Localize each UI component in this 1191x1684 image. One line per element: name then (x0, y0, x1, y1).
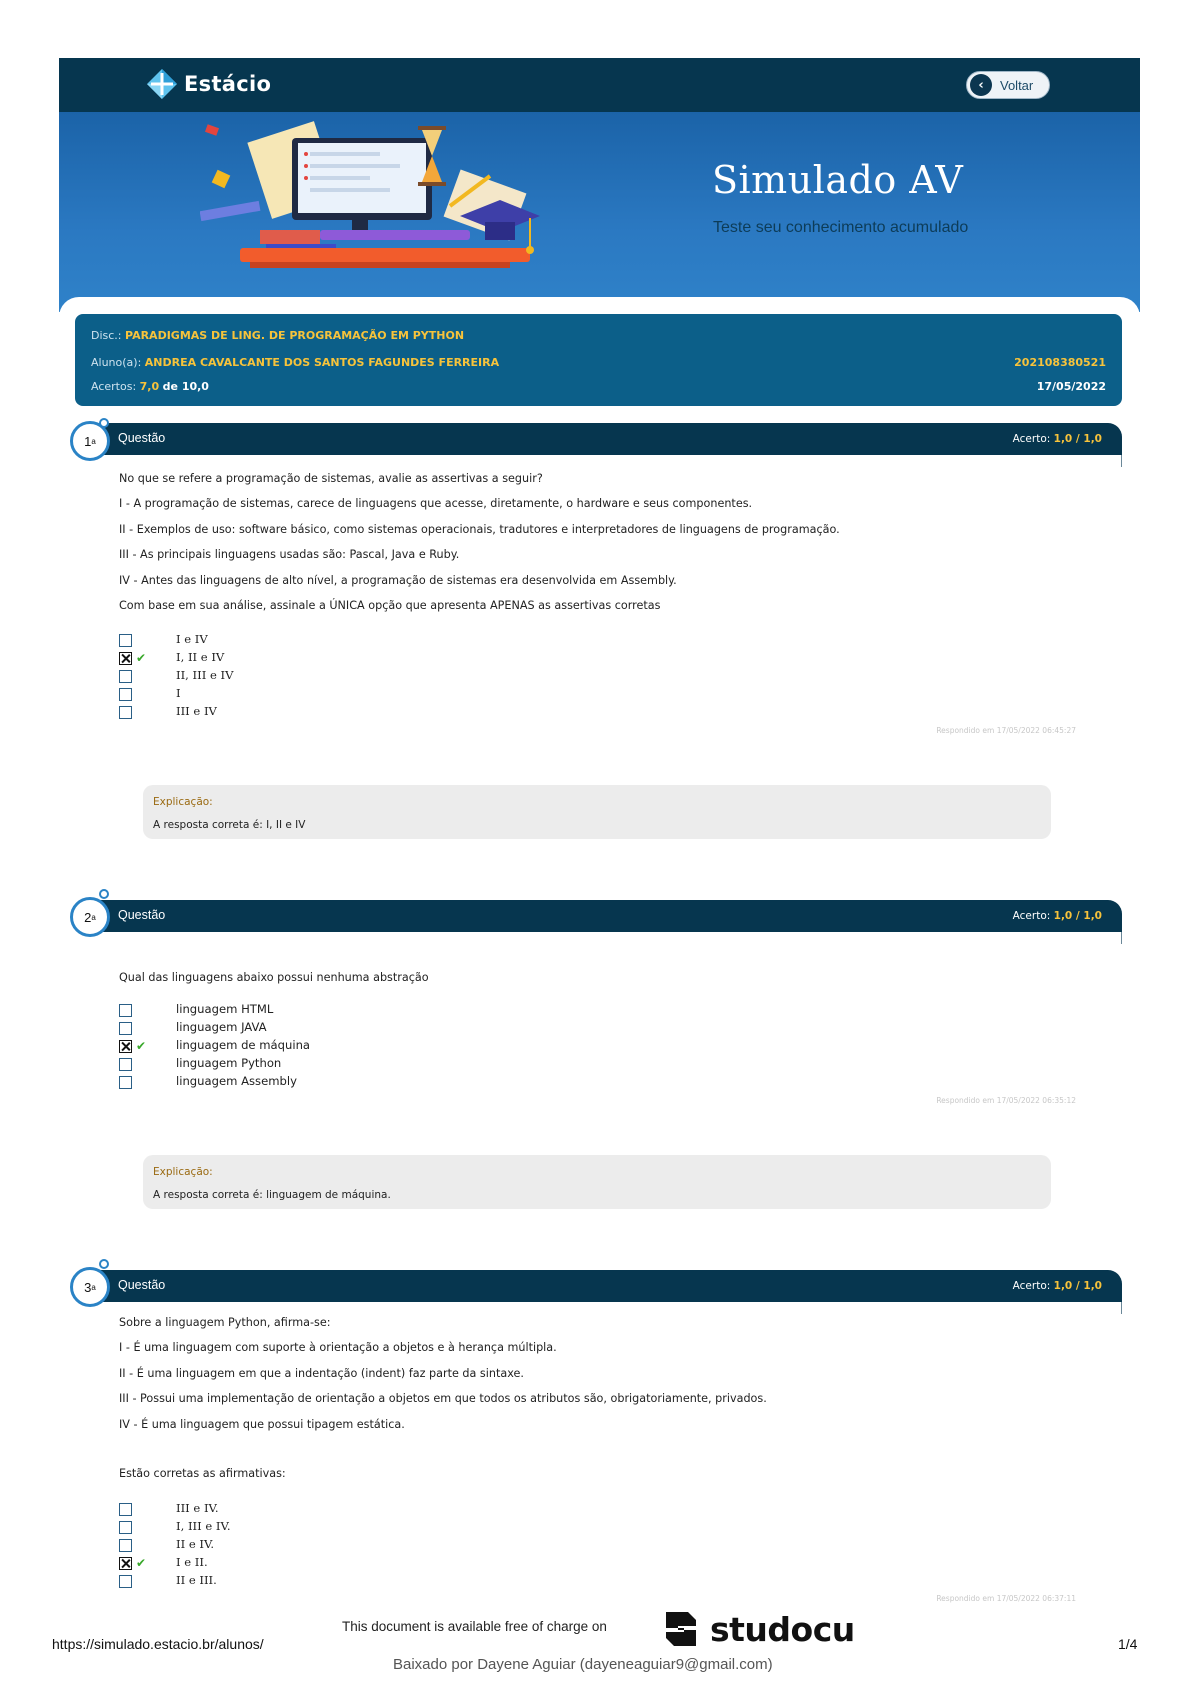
divider (1121, 932, 1122, 944)
option-checkbox[interactable] (119, 706, 132, 719)
option-label: II e IV. (176, 1537, 215, 1551)
answer-option[interactable] (119, 668, 234, 684)
option-checkbox[interactable] (119, 1575, 132, 1588)
option-label: linguagem Assembly (176, 1074, 297, 1088)
option-checkbox[interactable] (119, 1521, 132, 1534)
question-number: 3 (84, 1279, 92, 1295)
badge-dot (99, 889, 109, 899)
question-header (90, 900, 1122, 932)
studocu-brand-text: studocu (710, 1609, 855, 1649)
question-score (1013, 433, 1102, 445)
option-label: linguagem de máquina (176, 1038, 311, 1052)
question-header (90, 423, 1122, 455)
exam-date: 17/05/2022 (1036, 380, 1106, 393)
discipline-value: PARADIGMAS DE LING. DE PROGRAMAÇÃO EM PYTHON (125, 329, 465, 342)
score-label: Acertos: (91, 380, 137, 393)
answer-option[interactable] (119, 1002, 274, 1018)
logo-text: Estácio (184, 72, 272, 96)
answer-option[interactable] (119, 1519, 231, 1535)
student-row (91, 356, 1106, 369)
answer-option[interactable] (119, 1501, 219, 1517)
answer-option[interactable] (119, 1555, 208, 1571)
page-url[interactable]: https://simulado.estacio.br/alunos/ (52, 1636, 264, 1652)
estacio-logo[interactable] (146, 66, 271, 102)
assertion-line: I - É uma linguagem com suporte à orientação a objetos e à herança múltipla. (119, 1341, 557, 1354)
answer-option[interactable] (119, 686, 181, 702)
back-button[interactable] (966, 71, 1050, 99)
option-label: II e III. (176, 1573, 217, 1587)
assertion-line: I - A programação de sistemas, carece de linguagens que acesse, diretamente, o hardware e seus componentes. (119, 497, 753, 510)
option-label: III e IV (176, 704, 217, 718)
assertion-line: III - As principais linguagens usadas são: Pascal, Java e Ruby. (119, 548, 460, 561)
assertion-line: III - Possui uma implementação de orientação a objetos em que todos os atributos são, obrigatoriamente, privados. (119, 1392, 767, 1405)
option-checkbox[interactable] (119, 1058, 132, 1071)
page-number: 1/4 (1118, 1636, 1138, 1652)
downloaded-by: Baixado por Dayene Aguiar (dayeneaguiar9@gmail.com) (393, 1656, 773, 1673)
badge-dot (99, 418, 109, 428)
question-instruction: Estão corretas as afirmativas: (119, 1467, 286, 1480)
correct-check-icon: ✔ (136, 1039, 147, 1053)
option-checkbox[interactable] (119, 1539, 132, 1552)
question-score-label: Acerto: (1012, 433, 1051, 445)
option-checkbox-checked[interactable] (119, 652, 132, 665)
answer-option[interactable] (119, 650, 225, 666)
answer-option[interactable] (119, 1038, 311, 1054)
question-number-suffix: a (91, 1282, 96, 1292)
studocu-logo-icon (658, 1606, 704, 1652)
answer-option[interactable] (119, 1573, 217, 1589)
question-label: Questão (118, 1278, 166, 1292)
option-checkbox-checked[interactable] (119, 1557, 132, 1570)
divider (1121, 1302, 1122, 1314)
discipline-row (91, 329, 1106, 342)
option-label: I, II e IV (176, 650, 225, 664)
option-label: I e IV (176, 632, 208, 646)
answer-option[interactable] (119, 1056, 282, 1072)
question-score-value: 1,0 / 1,0 (1053, 433, 1102, 445)
assertion-line: IV - É uma linguagem que possui tipagem estática. (119, 1418, 405, 1431)
option-label: III e IV. (176, 1501, 219, 1515)
estacio-logo-icon (146, 68, 178, 100)
question-score (1013, 1280, 1102, 1292)
score-row (91, 380, 1106, 393)
option-label: linguagem HTML (176, 1002, 274, 1016)
student-name: ANDREA CAVALCANTE DOS SANTOS FAGUNDES FERREIRA (144, 356, 500, 369)
assertion-line: IV - Antes das linguagens de alto nível, a programação de sistemas era desenvolvida em Assembly. (119, 574, 677, 587)
student-label: Aluno(a): (91, 356, 142, 369)
option-checkbox[interactable] (119, 1004, 132, 1017)
explanation-title: Explicação: (153, 796, 213, 808)
answer-option[interactable] (119, 1020, 267, 1036)
correct-check-icon: ✔ (136, 1556, 147, 1570)
study-illustration (200, 120, 580, 280)
discipline-label: Disc.: (91, 329, 122, 342)
explanation-box (143, 785, 1051, 839)
explanation-box (143, 1155, 1051, 1209)
back-button-label: Voltar (1000, 77, 1034, 93)
correct-check-icon: ✔ (136, 651, 147, 665)
answer-option[interactable] (119, 704, 217, 720)
question-statement: Sobre a linguagem Python, afirma-se: (119, 1316, 331, 1329)
score-total: de 10,0 (162, 380, 209, 393)
question-statement: No que se refere a programação de sistemas, avalie as assertivas a seguir? (119, 472, 543, 485)
answered-timestamp: Respondido em 17/05/2022 06:45:27 (936, 726, 1076, 735)
badge-dot (99, 1259, 109, 1269)
question-statement: Qual das linguagens abaixo possui nenhuma abstração (119, 971, 429, 984)
page-subtitle: Teste seu conhecimento acumulado (713, 219, 969, 236)
option-label: I (176, 686, 181, 700)
answered-timestamp: Respondido em 17/05/2022 06:37:11 (936, 1594, 1076, 1603)
option-checkbox[interactable] (119, 1076, 132, 1089)
option-checkbox[interactable] (119, 670, 132, 683)
option-label: I, III e IV. (176, 1519, 231, 1533)
option-checkbox[interactable] (119, 1503, 132, 1516)
question-label: Questão (118, 908, 166, 922)
question-header (90, 1270, 1122, 1302)
assertion-line: II - É uma linguagem em que a indentação (indent) faz parte da sintaxe. (119, 1367, 524, 1380)
question-number-badge (70, 897, 110, 937)
score-value: 7,0 (139, 380, 160, 393)
question-number-badge (70, 1267, 110, 1307)
explanation-title: Explicação: (153, 1166, 213, 1178)
option-label: linguagem JAVA (176, 1020, 267, 1034)
question-number-suffix: a (91, 436, 96, 446)
option-checkbox-checked[interactable] (119, 1040, 132, 1053)
answered-timestamp: Respondido em 17/05/2022 06:35:12 (936, 1096, 1076, 1105)
question-score-value: 1,0 / 1,0 (1053, 1280, 1102, 1292)
answer-option[interactable] (119, 1537, 215, 1553)
answer-option[interactable] (119, 1074, 297, 1090)
chevron-left-icon: ‹ (970, 74, 992, 96)
page-title: Simulado AV (712, 158, 964, 202)
question-score-label: Acerto: (1012, 1280, 1051, 1292)
question-instruction: Com base em sua análise, assinale a ÚNICA opção que apresenta APENAS as assertivas corretas (119, 599, 661, 612)
studocu-logo[interactable] (658, 1606, 855, 1652)
explanation-text: A resposta correta é: linguagem de máquina. (153, 1189, 391, 1201)
divider (1121, 455, 1122, 467)
student-info-panel (75, 314, 1122, 406)
option-label: I e II. (176, 1555, 208, 1569)
question-score (1013, 910, 1102, 922)
option-label: linguagem Python (176, 1056, 282, 1070)
question-score-value: 1,0 / 1,0 (1053, 910, 1102, 922)
explanation-text: A resposta correta é: I, II e IV (153, 819, 306, 831)
question-number: 2 (84, 909, 92, 925)
answer-option[interactable] (119, 632, 208, 648)
question-number: 1 (84, 433, 92, 449)
option-checkbox[interactable] (119, 634, 132, 647)
assertion-line: II - Exemplos de uso: software básico, como sistemas operacionais, tradutores e interpretadores de linguagens de programação. (119, 523, 840, 536)
option-checkbox[interactable] (119, 1022, 132, 1035)
option-label: II, III e IV (176, 668, 234, 682)
option-checkbox[interactable] (119, 688, 132, 701)
question-label: Questão (118, 431, 166, 445)
student-id: 202108380521 (1014, 356, 1106, 369)
availability-notice: This document is available free of charge on (342, 1619, 607, 1634)
question-number-suffix: a (91, 912, 96, 922)
question-score-label: Acerto: (1012, 910, 1051, 922)
